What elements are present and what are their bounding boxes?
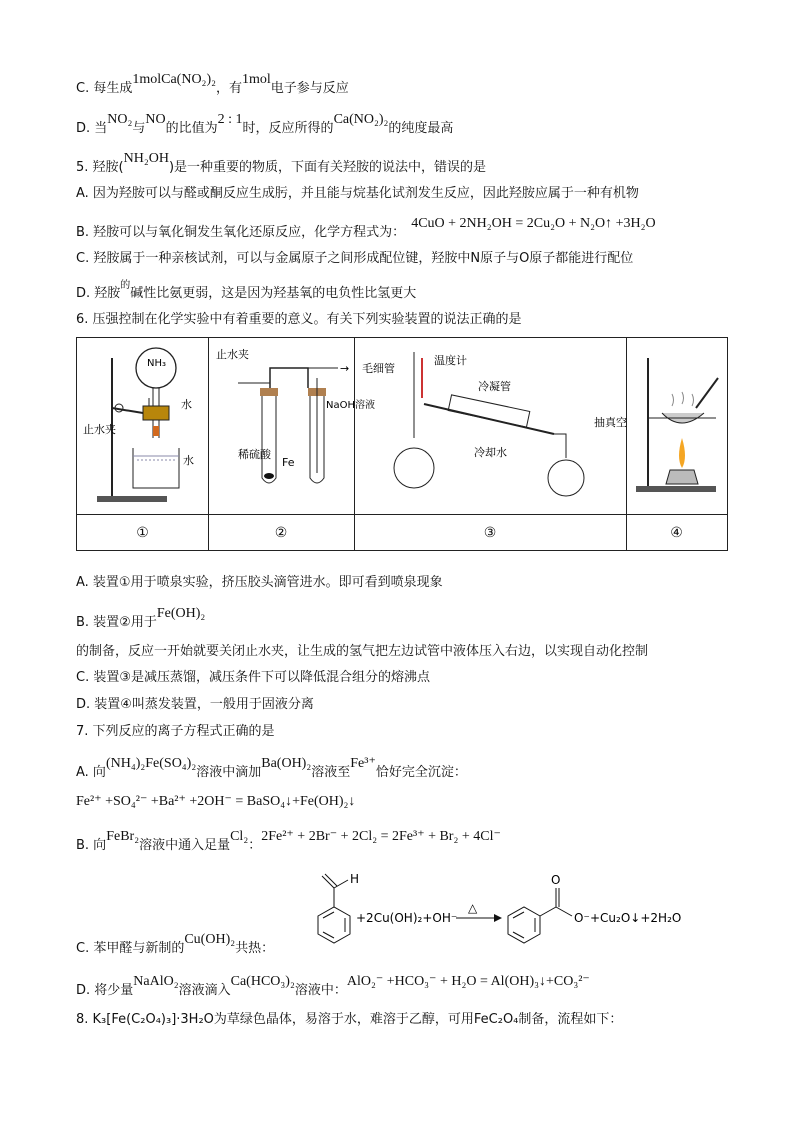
caption-1: ① <box>77 514 209 551</box>
carboxylate-o: O⁻ <box>574 911 590 925</box>
q5-option-d: D. 羟胺$^的$碱性比氨更弱，这是因为羟基氧的电负性比氢更大 <box>76 280 417 301</box>
caption-4: ④ <box>626 514 727 551</box>
option-text: C. 每生成 <box>76 81 133 96</box>
carbonyl-o: O <box>551 873 561 887</box>
q6-option-b-cont: 的制备，反应一开始就要关闭止水夹，让生成的氢气把左边试管中液体压入右边，以实现自动化控制 <box>76 644 649 659</box>
svg-text:水: 水 <box>181 398 192 411</box>
caption-3: ③ <box>354 514 627 551</box>
svg-text:冷却水: 冷却水 <box>474 446 507 459</box>
svg-text:NH₃: NH₃ <box>147 358 167 369</box>
q6-option-a: A. 装置①用于喷泉实验，挤压胶头滴管进水。即可看到喷泉现象 <box>76 575 443 590</box>
svg-text:Fe: Fe <box>282 456 295 469</box>
aldehyde-h: H <box>350 872 360 886</box>
svg-text:NaOH溶液: NaOH溶液 <box>326 400 375 411</box>
q6-option-b: B. 装置②用于Fe(OH)₂ <box>76 606 206 630</box>
svg-text:稀硫酸: 稀硫酸 <box>238 448 271 461</box>
q7-option-c: C. 苯甲醛与新制的Cu(OH)₂共热： <box>76 932 275 956</box>
apparatus-4 <box>626 338 727 514</box>
svg-text:止水夹: 止水夹 <box>216 348 249 361</box>
question-6-stem: 6. 压强控制在化学实验中有着重要的意义。有关下列实验装置的说法正确的是 <box>76 312 522 327</box>
q7-option-a-equation: Fe²⁺ +SO₄²⁻ +Ba²⁺ +2OH⁻ = BaSO₄↓+Fe(OH)₂↓ <box>76 794 356 809</box>
q5-option-c: C. 羟胺属于一种亲核试剂，可以与金属原子之间形成配位键，羟胺中N原子与O原子都能进行配位 <box>76 251 634 266</box>
option-d-line: D. 当NO₂与NO的比值为2 : 1时，反应所得的Ca(NO₂)₂的纯度最高 <box>76 112 454 136</box>
apparatus-3 <box>354 338 627 514</box>
q5-option-a: A. 因为羟胺可以与醛或酮反应生成肟，并且能与烷基化试剂发生反应，因此羟胺应属于一种有机物 <box>76 186 639 201</box>
q7-option-a: A. 向(NH₄)₂Fe(SO₄)₂溶液中滴加Ba(OH)₂溶液至Fe³⁺恰好完全沉淀： <box>76 756 467 780</box>
svg-text:抽真空: 抽真空 <box>594 416 627 429</box>
question-8-stem: 8. K₃[Fe(C₂O₄)₃]·3H₂O为草绿色晶体，易溶于水，难溶于乙醇，可用FeC₂O₄制备，流程如下： <box>76 1012 623 1027</box>
formula: 1molCa(NO₂)₂ <box>132 72 216 87</box>
svg-text:→: → <box>340 362 350 375</box>
svg-text:冷凝管: 冷凝管 <box>478 380 511 393</box>
apparatus-1 <box>77 338 209 514</box>
q7-option-d: D. 将少量NaAlO₂溶液滴入Ca(HCO₃)₂溶液中：AlO₂⁻ +HCO₃⁻ + H₂O = Al(OH)₃↓+CO₃²⁻ <box>76 974 590 998</box>
apparatus-table <box>76 337 728 551</box>
products: +Cu₂O↓+2H₂O <box>590 911 682 925</box>
reagents: +2Cu(OH)₂+OH⁻ <box>356 911 458 925</box>
svg-text:止水夹: 止水夹 <box>83 423 116 436</box>
caption-2: ② <box>208 514 355 551</box>
svg-text:毛细管: 毛细管 <box>362 362 395 375</box>
heat-condition: △ <box>468 901 478 915</box>
question-7-stem: 7. 下列反应的离子方程式正确的是 <box>76 724 275 739</box>
q6-option-d: D. 装置④叫蒸发装置，一般用于固液分离 <box>76 697 314 712</box>
q7-option-b: B. 向FeBr₂溶液中通入足量Cl₂：2Fe²⁺ + 2Br⁻ + 2Cl₂ = 2Fe³⁺ + Br₂ + 4Cl⁻ <box>76 829 501 853</box>
q6-option-c: C. 装置③是减压蒸馏，减压条件下可以降低混合组分的熔沸点 <box>76 670 430 685</box>
apparatus-2 <box>208 338 375 514</box>
benzaldehyde-reaction-scheme <box>296 866 726 960</box>
svg-text:水: 水 <box>183 454 194 467</box>
formula: 1mol <box>242 72 271 87</box>
option-c-line: C. 每生成1molCa(NO₂)₂，有1mol电子参与反应 <box>76 72 349 96</box>
question-5-stem: 5. 羟胺(NH₂OH)是一种重要的物质，下面有关羟胺的说法中，错误的是 <box>76 151 487 175</box>
svg-text:温度计: 温度计 <box>434 354 467 367</box>
q5-option-b: B. 羟胺可以与氧化铜发生氧化还原反应，化学方程式为：4CuO + 2NH₂OH = 2Cu₂O + N₂O↑ +3H₂O <box>76 216 656 240</box>
